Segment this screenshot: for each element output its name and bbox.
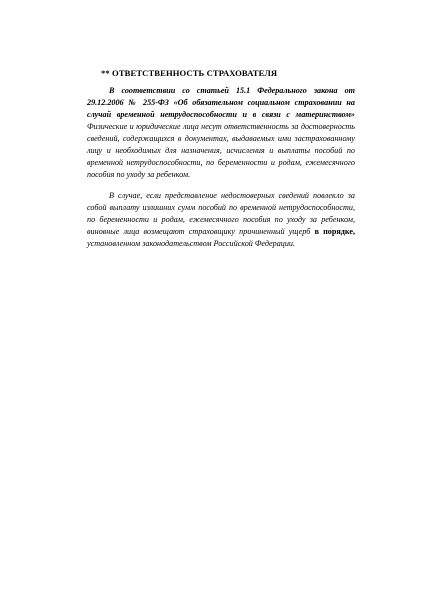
paragraph-liability-bold: в порядке, (314, 227, 355, 236)
paragraph-liability-text-1: В случае, если представление недостоверных сведений повлекло за собой выплату излишних сумм пособий по временной нетрудоспособности, по беременности и родам, ежемесячного пособия по уходу за ребенком, виновные лица возмещают страховщику причиненный ущерб (87, 191, 355, 236)
paragraph-legal-basis-text: Физические и юридические лица несут ответственность за достоверность сведений, содержащихся в документах, выдаваемых ими застрахованному лицу и необходимых для назначения, исчисления и выплаты пособий по временной нетрудоспособности, по беременности и родам, ежемесячного пособия по уходу за ребенком. (87, 122, 355, 179)
paragraph-legal-basis-bold: В соответствии со статьей 15.1 Федерального закона от 29.12.2006 № 255-ФЗ «Об обязательном социальном страховании на случай временной нетрудоспособности и в связи с материнством» (87, 86, 355, 119)
section-heading: ** ОТВЕТСТВЕННОСТЬ СТРАХОВАТЕЛЯ (101, 68, 278, 78)
paragraph-liability (87, 190, 355, 250)
paragraph-liability-text-2: установленном законодательством Российской Федерации. (87, 239, 295, 248)
paragraph-legal-basis (87, 85, 355, 181)
document-content (87, 68, 355, 259)
